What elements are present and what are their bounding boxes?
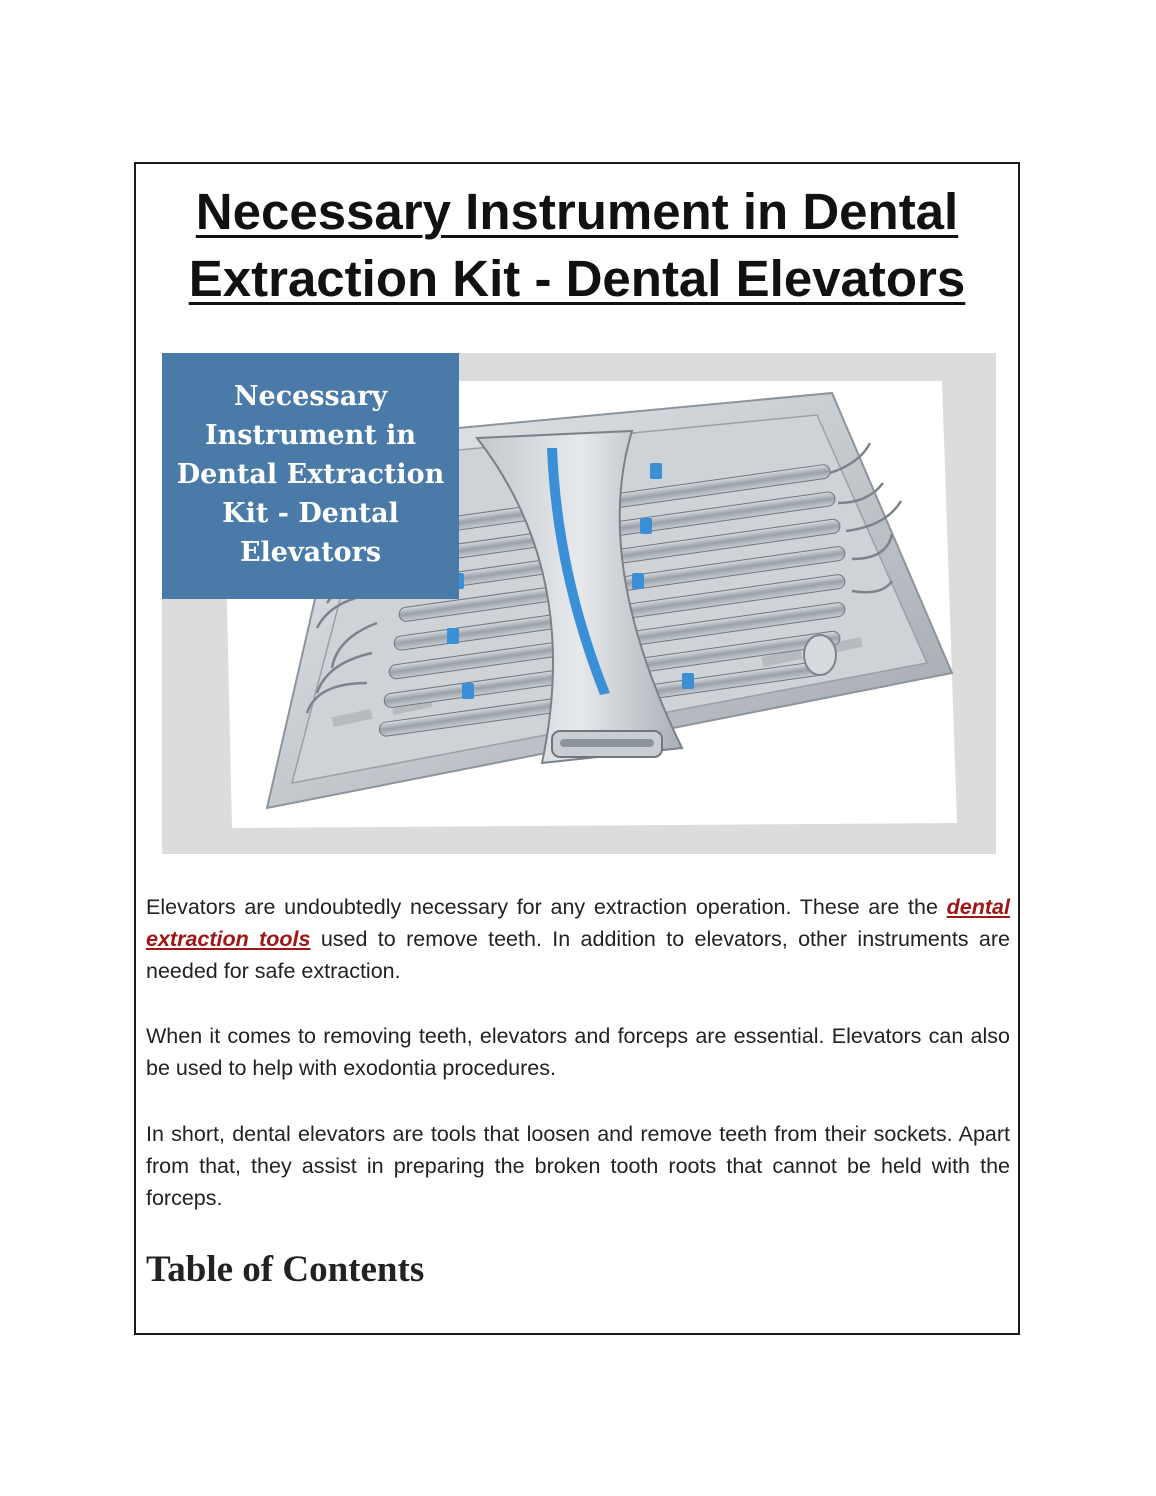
paragraph-1-after: used to remove teeth. In addition to elevators, other instruments are needed for safe extraction.: [146, 927, 1010, 983]
document-frame: [134, 162, 1020, 1335]
paragraph-2: When it comes to removing teeth, elevators and forceps are essential. Elevators can also be used to help with exodontia procedures.: [146, 1024, 1010, 1080]
paragraph-1: [146, 891, 1010, 987]
paragraph-1-before: Elevators are undoubtedly necessary for any extraction operation. These are the: [146, 895, 947, 919]
hero-image: [162, 353, 996, 854]
dental-extraction-tools-link[interactable]: dental extraction tools: [146, 895, 1010, 951]
page-title: Necessary Instrument in Dental Extraction Kit - Dental Elevators: [188, 183, 966, 307]
hero-caption: Necessary Instrument in Dental Extraction Kit - Dental Elevators: [162, 353, 459, 599]
table-of-contents-heading: Table of Contents: [146, 1249, 425, 1290]
paragraph-3: In short, dental elevators are tools that loosen and remove teeth from their sockets. Apart from that, they assist in preparing the broken tooth roots that cannot be held with the forceps.: [146, 1122, 1010, 1210]
